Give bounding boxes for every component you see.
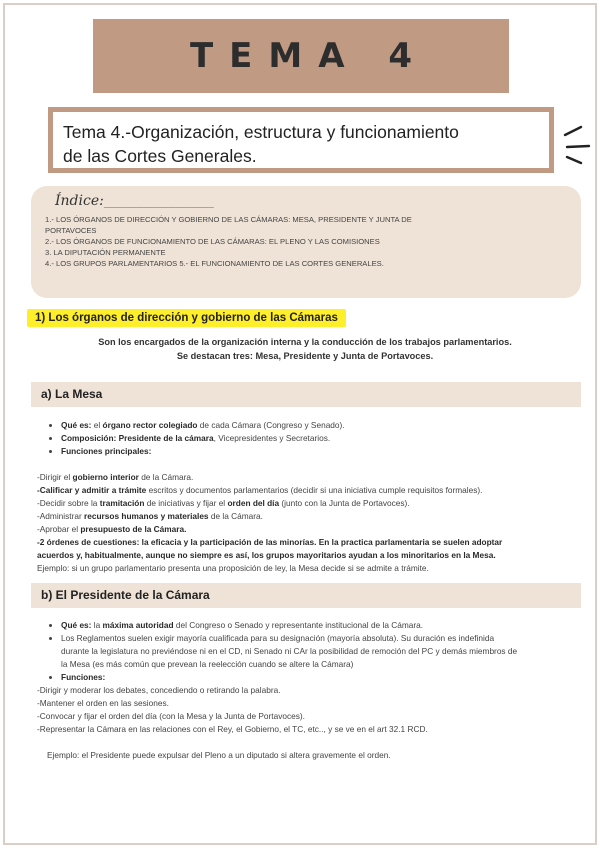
index-heading [55,190,565,214]
text: -Administrar [37,511,85,521]
text: la Mesa (es más común que prevean la reelección cuando se altere la Cámara) [61,659,354,669]
mesa-bullets [39,419,579,458]
presidente-f3: -Convocar y fijar el orden del día (con la Mesa y la Junta de Portavoces). [37,711,305,721]
text: del Congreso o Senado y representante institucional de la Cámara. [173,620,424,630]
subtitle [53,112,549,168]
label: Funciones: [61,672,106,682]
text-bold: orden del día [227,498,280,508]
presidente-heading-bar [31,583,581,608]
text: de cada Cámara (Congreso y Senado). [197,420,345,430]
text-bold: recursos humanos y materiales [84,511,209,521]
text: de la Cámara. [208,511,263,521]
mesa-f2 [37,484,579,497]
label: Qué es: [61,420,92,430]
index-item: 1.- LOS ÓRGANOS DE DIRECCIÓN Y GOBIERNO DE LAS CÁMARAS: MESA, PRESIDENTE Y JUNTA DE [45,215,412,224]
text: de iniciativas y fijar el [144,498,228,508]
label: Composición: [61,433,117,443]
mesa-f3 [37,497,579,510]
presidente-que-es [61,619,579,632]
text-bold: tramitación [99,498,145,508]
text: el [91,420,103,430]
text-bold: presupuesto de la Cámara. [80,524,187,534]
page-title: TEMA 4 [189,36,429,76]
section-1-heading: 1) Los órganos de dirección y gobierno de las Cámaras [27,309,346,327]
index-item: 3. LA DIPUTACIÓN PERMANENTE [45,248,166,257]
section-1-intro [45,335,565,363]
label: Qué es: [61,620,92,630]
index-item: 2.- LOS ÓRGANOS DE FUNCIONAMIENTO DE LAS CÁMARAS: EL PLENO Y LAS COMISIONES [45,237,380,246]
text-bold: máxima autoridad [102,620,174,630]
text-bold: -Calificar y admitir a trámite [37,485,147,495]
title-banner [93,19,509,93]
presidente-reglamentos [61,632,579,671]
mesa-f6-line-2 [37,549,579,562]
text: Los Reglamentos suelen exigir mayoría cualificada para su designación (mayoría absoluta). Su duración es indefinida [61,633,495,643]
presidente-heading: b) El Presidente de la Cámara [41,588,210,602]
mesa-composicion [61,432,579,445]
sparkle-lines-icon [561,123,593,169]
index-underline: ____________________ [103,195,214,208]
text-bold: órgano rector colegiado [102,420,198,430]
document-page [3,3,597,845]
index-list [45,214,565,269]
text: la [91,620,103,630]
mesa-f1 [37,471,579,484]
presidente-bullets [39,619,579,684]
mesa-f4 [37,510,579,523]
index-title: Índice: [55,193,104,209]
mesa-funciones [61,445,579,458]
text-bold: -2 órdenes de cuestiones: la eficacia y la participación de las minorías. En la practica parlamentaria se suelen adoptar [37,537,503,547]
mesa-que-es [61,419,579,432]
text: -Decidir sobre la [37,498,100,508]
text-bold: Presidente de la cámara [116,433,214,443]
index-item: PORTAVOCES [45,226,97,235]
text: -Dirigir el [37,472,73,482]
index-item: 4.- LOS GRUPOS PARLAMENTARIOS 5.- EL FUNCIONAMIENTO DE LAS CORTES GENERALES. [45,259,384,268]
mesa-f5 [37,523,579,536]
presidente-funciones [61,671,579,684]
index-panel [31,186,581,298]
presidente-f1: -Dirigir y moderar los debates, concediendo o retirando la palabra. [37,685,281,695]
mesa-heading: a) La Mesa [41,387,103,401]
mesa-heading-bar [31,382,581,407]
text-bold: acuerdos y, habitualmente, aunque no siempre es así, los grupos mayoritarios ayudan a los minoritarios en la Mesa. [37,550,496,560]
text: durante la legislatura no previéndose ni en el CD, ni Senado ni CAr la posibilidad de remoción del PC y demás miembros de [61,646,518,656]
text: (junto con la Junta de Portavoces). [279,498,410,508]
mesa-content [39,419,579,575]
text-bold: gobierno interior [72,472,139,482]
label: Funciones principales: [61,446,152,456]
text: , Vicepresidentes y Secretarios. [213,433,331,443]
presidente-example: Ejemplo: el Presidente puede expulsar del Pleno a un diputado si altera gravemente el orden. [47,750,391,760]
subtitle-frame [48,107,554,173]
mesa-f6-line-1 [37,536,579,549]
intro-line-2: Se destacan tres: Mesa, Presidente y Junta de Portavoces. [176,351,434,361]
subtitle-line-1: Tema 4.-Organización, estructura y funcionamiento [63,122,459,142]
presidente-f2: -Mantener el orden en las sesiones. [37,698,169,708]
subtitle-line-2: de las Cortes Generales. [63,146,257,166]
text: de la Cámara. [138,472,194,482]
presidente-content [39,619,579,762]
text: escritos y documentos parlamentarios (decidir si una iniciativa cumple requisitos formales). [146,485,483,495]
mesa-example: Ejemplo: si un grupo parlamentario presenta una proposición de ley, la Mesa decide si se admite a trámite. [37,563,429,573]
text: -Aprobar el [37,524,81,534]
presidente-f4: -Representar la Cámara en las relaciones con el Rey, el Gobierno, el TC, etc.., y se ve en el art 32.1 RCD. [37,724,428,734]
intro-line-1: Son los encargados de la organización interna y la conducción de los trabajos parlamentarios. [98,337,512,347]
